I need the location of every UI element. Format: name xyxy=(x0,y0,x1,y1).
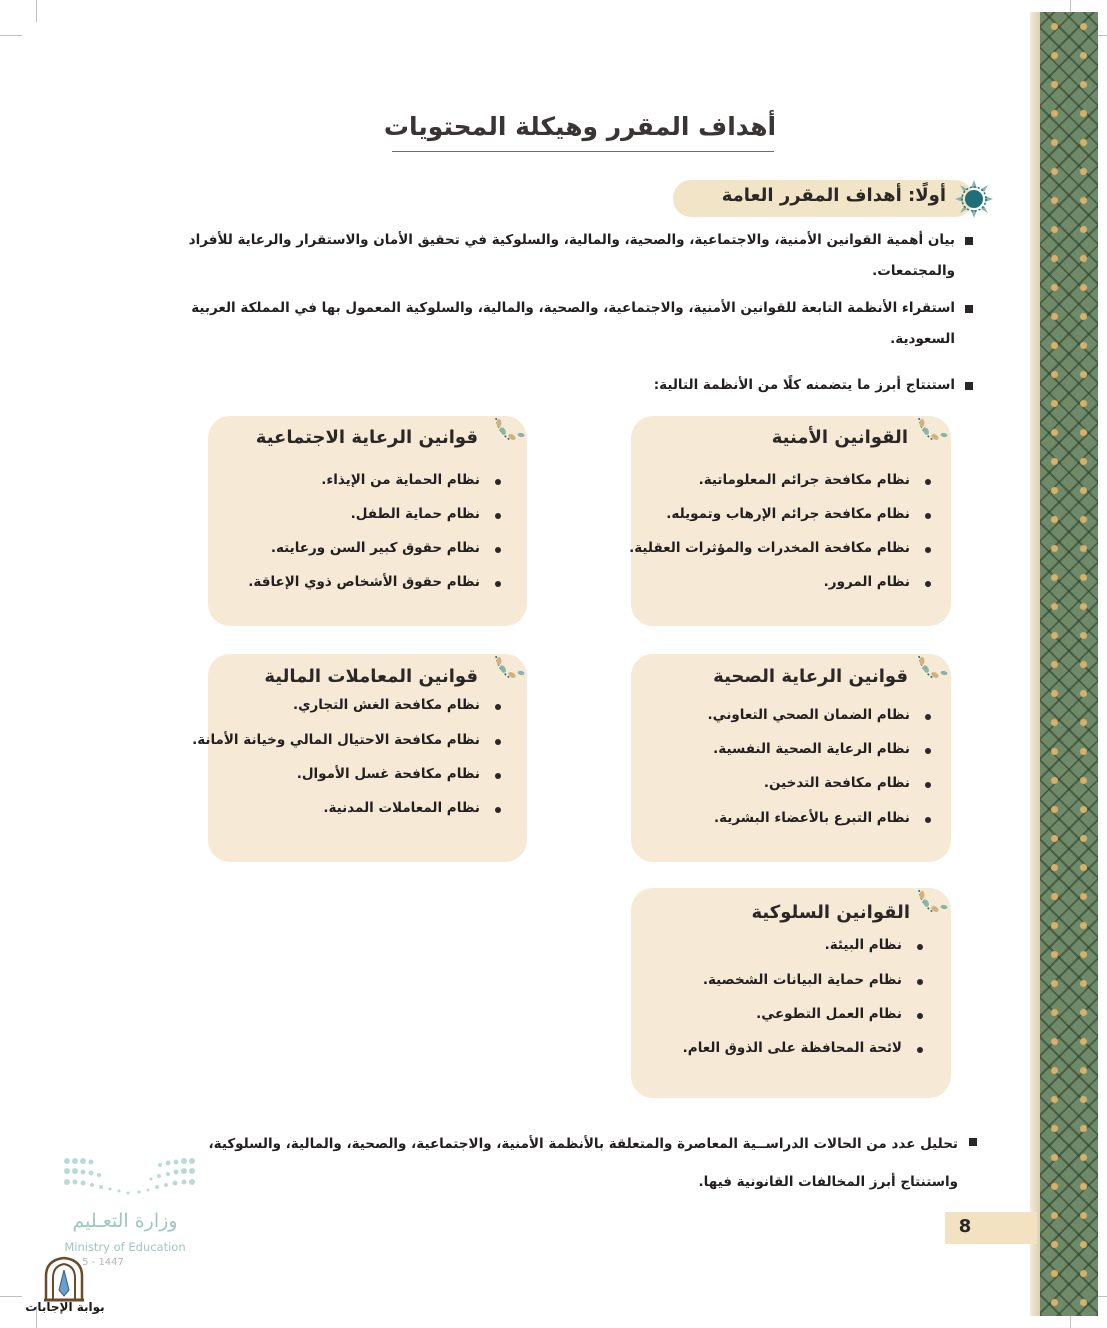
portal-logo-icon xyxy=(42,1256,86,1302)
item-bullet xyxy=(495,581,501,587)
card-item: نظام البيئة. xyxy=(824,937,902,953)
objective-3: استنتاج أبرز ما يتضمنه كلًا من الأنظمة التالية: xyxy=(653,377,955,393)
title-underline xyxy=(392,151,774,152)
objective-4: تحليل عدد من الحالات الدراســية المعاصرة والمتعلقة بالأنظمة الأمنية، والاجتماعية، والصحية، والمالية، والسلوكية، واستنتاج أبرز المخالفات القانونية فيها. xyxy=(208,1136,958,1190)
item-bullet xyxy=(495,807,501,813)
leaf-ornament-icon xyxy=(915,652,951,682)
card-title: قوانين المعاملات المالية xyxy=(264,666,478,687)
item-bullet xyxy=(917,979,923,985)
sun-icon xyxy=(954,179,994,219)
ministry-name-arabic: وزارة التعـليم xyxy=(72,1210,178,1232)
item-bullet xyxy=(917,1013,923,1019)
item-bullet xyxy=(495,739,501,745)
objective-bullet xyxy=(965,237,973,245)
item-bullet xyxy=(495,704,501,710)
section-heading: أولًا: أهداف المقرر العامة xyxy=(721,185,946,206)
card-item: نظام حقوق كبير السن ورعايته. xyxy=(270,540,480,556)
card-item: نظام الرعاية الصحية النفسية. xyxy=(713,741,910,757)
side-ornament-band xyxy=(1040,12,1098,1316)
card-title: القوانين السلوكية xyxy=(751,902,910,923)
item-bullet xyxy=(495,773,501,779)
item-bullet xyxy=(495,547,501,553)
card-item: نظام مكافحة التدخين. xyxy=(763,775,910,791)
item-bullet xyxy=(925,748,931,754)
crop-mark xyxy=(0,1296,22,1297)
item-bullet xyxy=(495,479,501,485)
card-item: نظام مكافحة جرائم الإرهاب وتمويله. xyxy=(666,506,910,522)
item-bullet xyxy=(917,1047,923,1053)
ministry-name-english: Ministry of Education xyxy=(64,1240,186,1254)
card-item: نظام مكافحة غسل الأموال. xyxy=(296,766,480,782)
crop-mark xyxy=(0,35,22,36)
page-number: 8 xyxy=(958,1216,972,1237)
item-bullet xyxy=(925,782,931,788)
crop-mark xyxy=(36,0,37,22)
card-title: قوانين الرعاية الصحية xyxy=(713,666,908,687)
objective-bullet xyxy=(965,382,973,390)
item-bullet xyxy=(925,714,931,720)
card-item: نظام التبرع بالأعضاء البشرية. xyxy=(713,810,910,826)
card-item: نظام حماية البيانات الشخصية. xyxy=(702,972,902,988)
item-bullet xyxy=(925,547,931,553)
item-bullet xyxy=(917,944,923,950)
edition-year: 5 - 1447 xyxy=(82,1257,124,1268)
card-item: نظام الحماية من الإيذاء. xyxy=(321,472,480,488)
leaf-ornament-icon xyxy=(915,414,951,444)
card-item: لائحة المحافظة على الذوق العام. xyxy=(682,1040,902,1056)
item-bullet xyxy=(495,513,501,519)
card-item: نظام مكافحة المخدرات والمؤثرات العقلية. xyxy=(629,540,910,556)
card-item: نظام حقوق الأشخاص ذوي الإعاقة. xyxy=(248,574,480,590)
page-title: أهداف المقرر وهيكلة المحتويات xyxy=(383,112,777,141)
card-item: نظام مكافحة جرائم المعلوماتية. xyxy=(698,472,910,488)
ministry-logo-dots-icon xyxy=(62,1155,197,1200)
objective-bullet xyxy=(965,305,973,313)
portal-name: بوابة الإجابات xyxy=(25,1300,105,1314)
objective-1: بيان أهمية القوانين الأمنية، والاجتماعية، والصحية، والمالية، والسلوكية في تحقيق الأمان والاستقرار والرعاية للأفراد والمجتمعات. xyxy=(188,232,955,279)
leaf-ornament-icon xyxy=(492,414,528,444)
item-bullet xyxy=(925,817,931,823)
card-item: نظام العمل التطوعي. xyxy=(756,1006,902,1022)
item-bullet xyxy=(925,581,931,587)
card-item: نظام المرور. xyxy=(823,574,910,590)
leaf-ornament-icon xyxy=(915,886,951,916)
card-item: نظام مكافحة الغش التجاري. xyxy=(293,697,480,713)
item-bullet xyxy=(925,513,931,519)
card-item: نظام الضمان الصحي التعاوني. xyxy=(707,707,910,723)
item-bullet xyxy=(925,479,931,485)
card-item: نظام حماية الطفل. xyxy=(350,506,480,522)
side-band-edge xyxy=(1030,12,1040,1316)
card-item: نظام مكافحة الاحتيال المالي وخيانة الأمانة. xyxy=(192,732,480,748)
card-title: القوانين الأمنية xyxy=(771,427,908,448)
leaf-ornament-icon xyxy=(492,652,528,682)
card-item: نظام المعاملات المدنية. xyxy=(323,800,480,816)
objective-bullet xyxy=(969,1138,977,1146)
card-title: قوانين الرعاية الاجتماعية xyxy=(255,427,478,448)
objective-2: استقراء الأنظمة التابعة للقوانين الأمنية، والاجتماعية، والصحية، والمالية، والسلوكية المعمول بها في المملكة العربية السعودية. xyxy=(191,300,955,347)
